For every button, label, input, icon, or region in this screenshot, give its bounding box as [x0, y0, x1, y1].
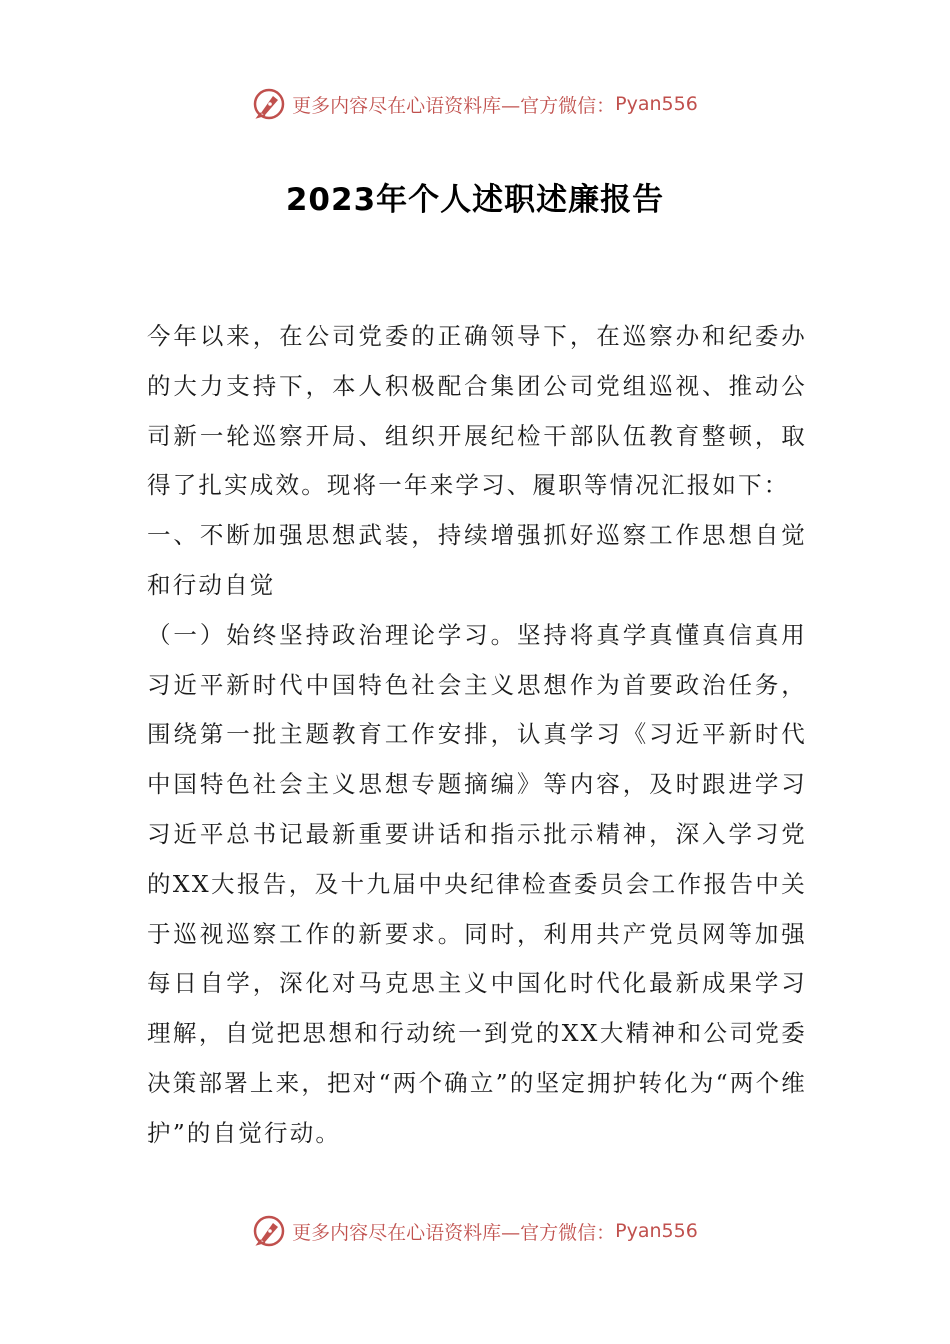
- watermark-wechat-id: Pyan556: [615, 1220, 698, 1242]
- document-title: 2023年个人述职述廉报告: [285, 182, 665, 218]
- pen-nib-logo-icon: [252, 1214, 286, 1248]
- watermark-text: 更多内容尽在心语资料库—官方微信：: [292, 94, 616, 117]
- section-heading: 一、不断加强思想武装，持续增强抓好巡察工作思想自觉和行动自觉: [147, 521, 807, 599]
- watermark-text: 更多内容尽在心语资料库—官方微信：: [292, 1221, 616, 1244]
- pen-nib-logo-icon: [252, 87, 286, 121]
- header-watermark: [0, 84, 950, 124]
- document-body: [147, 312, 807, 1159]
- footer-watermark: [0, 1211, 950, 1251]
- watermark-wechat-id: Pyan556: [615, 93, 698, 115]
- intro-paragraph: 今年以来，在公司党委的正确领导下，在巡察办和纪委办的大力支持下，本人积极配合集团公司党组巡视、推动公司新一轮巡察开局、组织开展纪检干部队伍教育整顿，取得了扎实成效。现将一年来学习、履职等情况汇报如下：: [147, 322, 807, 500]
- body-paragraph: （一）始终坚持政治理论学习。坚持将真学真懂真信真用习近平新时代中国特色社会主义思想作为首要政治任务，围绕第一批主题教育工作安排，认真学习《习近平新时代中国特色社会主义思想专题摘编》等内容，及时跟进学习习近平总书记最新重要讲话和指示批示精神，深入学习党的XX大报告，及十九届中央纪律检查委员会工作报告中关于巡视巡察工作的新要求。同时，利用共产党员网等加强每日自学，深化对马克思主义中国化时代化最新成果学习理解，自觉把思想和行动统一到党的XX大精神和公司党委决策部署上来，把对“两个确立”的坚定拥护转化为“两个维护”的自觉行动。: [147, 620, 807, 1147]
